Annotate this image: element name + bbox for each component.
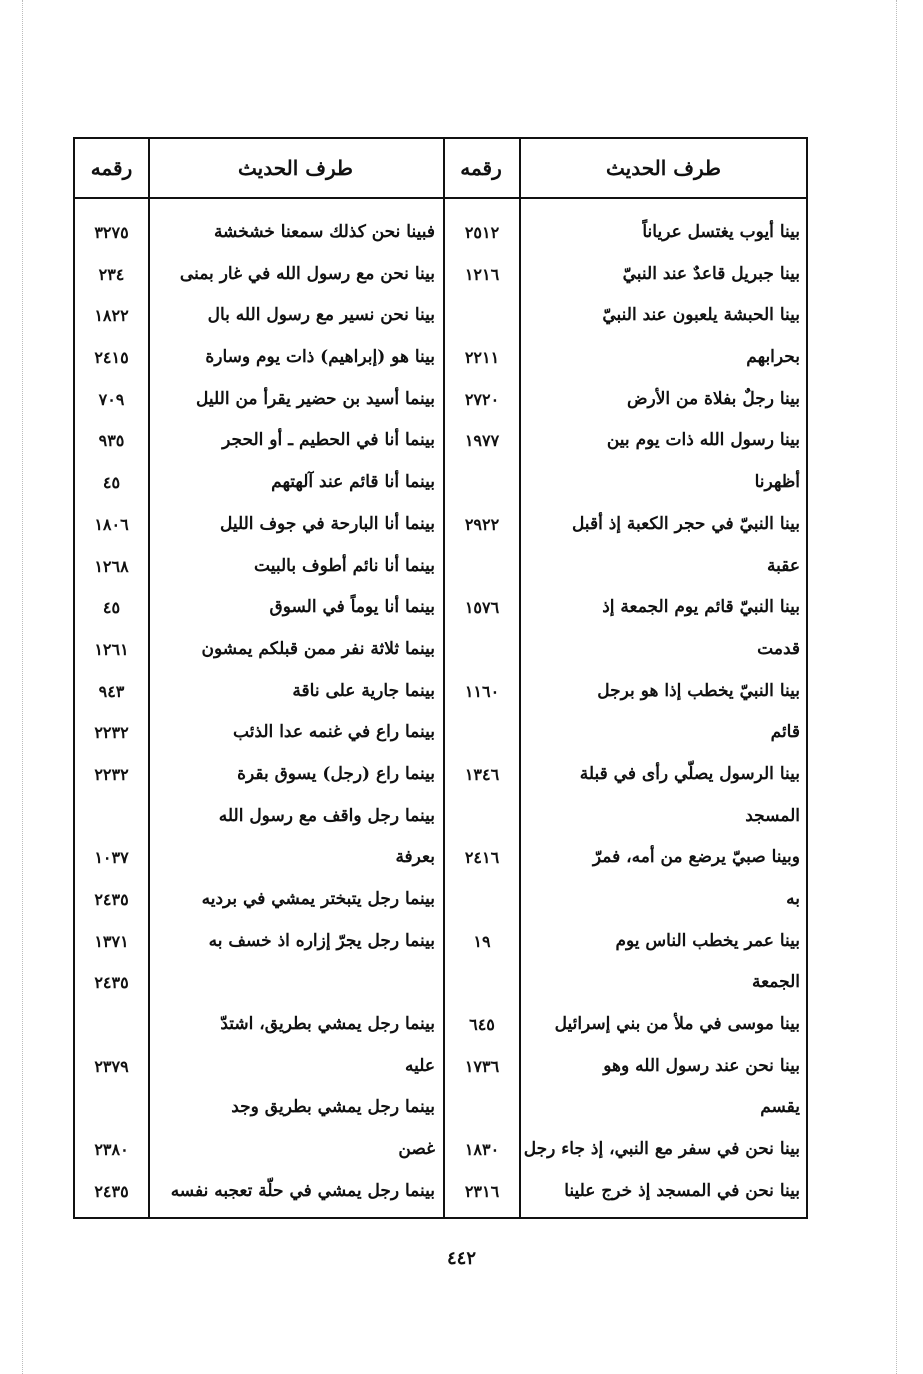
table-cell: بينما رجل يتبختر يمشي في برديه — [201, 889, 435, 909]
table-cell: بينما رجل يجرّ إزاره اذ خسف به — [208, 930, 435, 951]
scan-edge-right — [896, 0, 897, 1374]
table-cell: ٢٩٢٢ — [464, 514, 500, 534]
page-number: ٤٤٢ — [446, 1248, 476, 1269]
table-cell: ٢٤٣٥ — [94, 890, 129, 909]
table-cell: ١٩٧٧ — [464, 431, 500, 451]
table-cell: ٢٧٢٠ — [464, 389, 500, 409]
table-cell: بينا نحن في المسجد إذ خرج علينا — [564, 1180, 800, 1201]
table-cell: ٩٤٣ — [98, 681, 125, 701]
table-cell: وبينا صبيّ يرضع من أمه، فمرّ — [592, 847, 800, 868]
table-cell: بينما ثلاثة نفر ممن قبلكم يمشون — [201, 638, 435, 659]
table-cell: بينما راع في غنمه عدا الذئب — [233, 722, 435, 743]
table-cell — [75, 1004, 148, 1046]
table-cell: بينا جبريل قاعدٌ عند النبيّ — [622, 263, 800, 284]
table-cell: قدمت — [757, 638, 800, 659]
right-number-column — [445, 212, 519, 1213]
table-cell: بينا نحن مع رسول الله في غار بمنى — [179, 263, 435, 284]
header-divider — [75, 197, 806, 199]
table-cell: بينما رجل واقف مع رسول الله — [218, 805, 435, 826]
table-cell: بينا هو (إبراهيم) ذات يوم وسارة — [205, 347, 435, 368]
table-cell: ١٥٧٦ — [464, 598, 500, 618]
table-cell: ١٠٣٧ — [94, 848, 129, 868]
table-cell: فبينا نحن كذلك سمعنا خشخشة — [213, 222, 435, 242]
table-cell: بينا رجلٌ بفلاة من الأرض — [626, 388, 800, 409]
table-cell: يقسم — [760, 1097, 800, 1118]
table-cell: ١٨٣٠ — [464, 1140, 500, 1160]
table-cell: بينما أنا يوماً في السوق — [269, 597, 435, 618]
table-cell: ٢٣٨٠ — [94, 1140, 129, 1160]
right-text-column — [521, 212, 808, 1213]
table-cell: غصن — [398, 1139, 435, 1160]
table-cell: بينما أسيد بن حضير يقرأ من الليل — [196, 388, 435, 409]
table-cell: بينا رسول الله ذات يوم بين — [606, 430, 800, 451]
table-cell: ٢٥١٢ — [464, 223, 500, 242]
table-cell: بحرابهم — [746, 347, 800, 368]
table-cell — [150, 962, 443, 1004]
table-cell: ١٢٦٨ — [94, 556, 129, 576]
table-cell: ٢٣٧٩ — [94, 1056, 129, 1076]
table-cell: ٣٢٧٥ — [94, 223, 129, 242]
table-cell: ١٢١٦ — [464, 264, 500, 284]
table-cell: بينا النبيّ يخطب إذا هو برجل — [597, 680, 800, 701]
table-cell: أظهرنا — [754, 472, 800, 493]
header-right-text: طرف الحديث — [606, 156, 721, 180]
table-cell: بينما أنا قائم عند آلهتهم — [271, 472, 435, 493]
table-cell: ٢٤١٥ — [94, 348, 129, 368]
table-cell: بينا النبيّ في حجر الكعبة إذ أقبل — [571, 513, 800, 534]
table-cell: ١٧٣٦ — [464, 1056, 500, 1076]
table-cell: بينا أيوب يغتسل عرياناً — [642, 222, 800, 242]
table-cell: ٩٣٥ — [98, 431, 125, 451]
table-cell: ٤٥ — [102, 598, 121, 618]
table-cell: بينما رجل يمشي في حلّة تعجبه نفسه — [170, 1180, 435, 1201]
table-cell: بينما رجل يمشي بطريق، اشتدّ — [220, 1014, 435, 1035]
table-cell: بعرفة — [395, 847, 435, 868]
table-cell: ٢٢٣٢ — [94, 764, 129, 784]
table-cell: ٢٢٣٢ — [94, 723, 129, 743]
left-text-column — [150, 212, 443, 1213]
table-cell: ٢٤٣٥ — [94, 973, 129, 993]
table-cell — [75, 1087, 148, 1129]
table-cell: ١٣٧١ — [94, 931, 129, 951]
table-cell — [445, 462, 519, 504]
table-cell: ١٩ — [473, 931, 491, 951]
table-cell: بينا عمر يخطب الناس يوم — [615, 930, 800, 951]
table-cell: المسجد — [745, 805, 800, 826]
table-cell: بينما أنا نائم أطوف بالبيت — [254, 555, 435, 576]
table-cell: بينما أنا في الحطيم ـ أو الحجر — [222, 430, 435, 451]
table-cell: بينما جارية على ناقة — [292, 680, 435, 701]
table-cell — [445, 546, 519, 588]
header-left-text: طرف الحديث — [238, 156, 353, 180]
table-cell: ٢٣١٦ — [464, 1181, 500, 1201]
table-cell: به — [786, 889, 800, 909]
table-cell: بينا الحبشة يلعبون عند النبيّ — [602, 305, 800, 326]
table-cell: بينا موسى في ملأ من بني إسرائيل — [554, 1014, 800, 1035]
table-cell: ١٢٦١ — [94, 639, 129, 659]
table-cell: ١٨٢٢ — [94, 306, 129, 326]
table-cell: بينا نحن عند رسول الله وهو — [603, 1055, 800, 1076]
header-right-num: رقمه — [460, 156, 502, 180]
table-cell: ١٣٤٦ — [464, 764, 500, 784]
table-cell: بينا النبيّ قائم يوم الجمعة إذ — [602, 597, 800, 618]
table-cell — [445, 879, 519, 921]
table-cell: ٢٣٤ — [98, 264, 125, 284]
table-cell: بينما رجل يمشي بطريق وجد — [231, 1097, 435, 1118]
table-cell: بينما راع (رجل) يسوق بقرة — [237, 763, 435, 784]
table-cell: ٢٤٣٥ — [94, 1181, 129, 1201]
table-cell — [445, 1087, 519, 1129]
table-cell: بينما أنا البارحة في جوف الليل — [219, 513, 435, 534]
table-cell: ٧٠٩ — [98, 389, 125, 409]
table-cell: بينا الرسول يصلّي رأى في قبلة — [579, 763, 800, 784]
table-cell: بينا نحن في سفر مع النبي، إذ جاء رجل — [523, 1139, 800, 1160]
table-cell: ٢٤١٦ — [464, 848, 500, 868]
table-cell: الجمعة — [751, 972, 800, 993]
table-cell: ٤٥ — [102, 473, 121, 493]
scan-edge-left — [22, 0, 23, 1374]
table-cell: ٢٢١١ — [464, 348, 500, 368]
table-cell — [445, 712, 519, 754]
table-cell: بينا نحن نسير مع رسول الله بال — [207, 305, 435, 326]
table-cell — [445, 962, 519, 1004]
table-cell: ١٨٠٦ — [94, 514, 129, 534]
table-cell: عقبة — [767, 555, 800, 576]
table-cell — [445, 629, 519, 671]
table-cell: ٦٤٥ — [469, 1015, 495, 1035]
table-cell: ١١٦٠ — [464, 681, 500, 701]
table-cell — [445, 796, 519, 838]
table-cell: عليه — [404, 1055, 435, 1076]
header-left-num: رقمه — [90, 156, 133, 180]
table-cell — [75, 796, 148, 838]
table-cell — [445, 295, 519, 337]
left-number-column — [75, 212, 148, 1213]
hadith-index-table — [73, 137, 808, 1219]
table-cell: قائم — [770, 722, 800, 743]
